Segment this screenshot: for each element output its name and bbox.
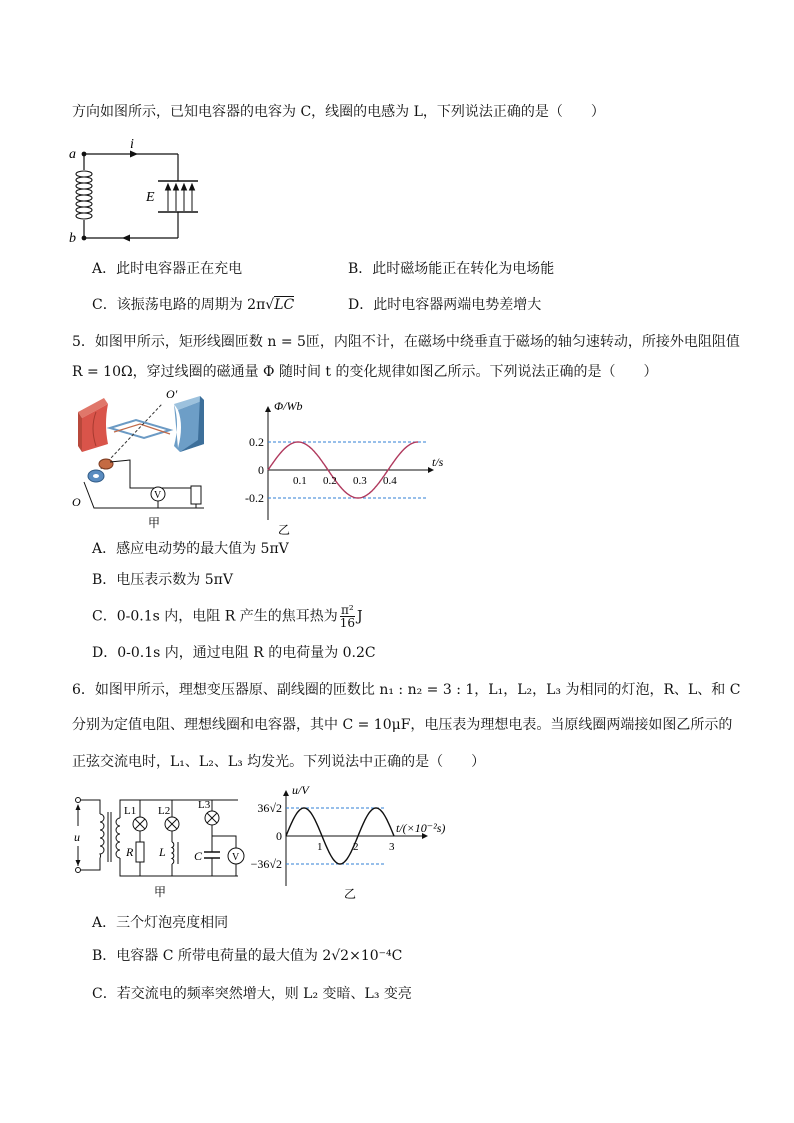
figure-caption-yi: 乙 xyxy=(344,887,357,901)
sqrt-symbol: √ xyxy=(265,297,275,313)
q4-option-a[interactable]: A．此时电容器正在充电 xyxy=(92,261,243,277)
x-tick-label: 3 xyxy=(389,841,395,853)
y-axis-arrow-icon xyxy=(265,406,271,412)
label-O: O xyxy=(72,495,81,509)
label-C: C xyxy=(194,849,203,863)
origin-label: 0 xyxy=(258,463,264,477)
q5-stem-line1: 5．如图甲所示，矩形线圈匝数 n = 5匝，内阻不计，在磁场中绕垂直于磁场的轴匀速转动，所接外电阻阻值 xyxy=(72,334,740,350)
q5-option-c-fraction xyxy=(340,604,355,629)
y-axis-label: u/V xyxy=(292,783,309,797)
label-u: u xyxy=(74,830,80,844)
voltmeter-label: V xyxy=(154,490,162,501)
q6-transformer-circuit-figure xyxy=(70,786,250,906)
x-axis-label: t/(×10⁻²s) xyxy=(396,821,446,835)
x-tick-label: 0.4 xyxy=(383,475,397,487)
figure-caption-jia: 甲 xyxy=(154,885,167,899)
q4-stem: 方向如图所示，已知电容器的电容为 C，线圈的电感为 L，下列说法正确的是（ ） xyxy=(72,104,605,120)
q6-stem-line3: 正弦交流电时，L₁、L₂、L₃ 均发光。下列说法中正确的是（ ） xyxy=(72,754,486,770)
fraction-numerator: π² xyxy=(340,603,354,617)
q4-option-d[interactable]: D．此时电容器两端电势差增大 xyxy=(348,297,542,313)
label-i: i xyxy=(130,137,134,152)
q4-option-c-radicand: LC xyxy=(274,297,295,313)
label-L1: L1 xyxy=(124,805,137,817)
q6-voltage-graph xyxy=(246,783,456,906)
x-tick-label: 2 xyxy=(353,841,359,853)
label-L2: L2 xyxy=(158,805,171,817)
x-tick-label: 0.2 xyxy=(323,475,337,487)
q6-option-c[interactable]: C．若交流电的频率突然增大，则 L₂ 变暗、L₃ 变亮 xyxy=(92,986,412,1002)
figure-caption-yi: 乙 xyxy=(278,523,291,537)
q5-option-d[interactable]: D．0-0.1s 内，通过电阻 R 的电荷量为 0.2C xyxy=(92,645,376,661)
label-E: E xyxy=(146,190,155,205)
y-max-label: 0.2 xyxy=(249,435,264,449)
q5-option-a[interactable]: A．感应电动势的最大值为 5πV xyxy=(92,541,289,557)
fraction-denominator: 16 xyxy=(339,616,355,630)
label-R: R xyxy=(126,845,134,859)
label-L3: L3 xyxy=(198,799,211,811)
q6-option-a[interactable]: A．三个灯泡亮度相同 xyxy=(92,915,229,931)
q4-option-c[interactable] xyxy=(92,295,294,315)
x-tick-label: 0.3 xyxy=(353,475,367,487)
x-axis-label: t/s xyxy=(432,455,444,469)
y-max-label: 36√2 xyxy=(257,801,282,815)
q4-lc-circuit-figure xyxy=(66,138,206,248)
figure-caption-jia: 甲 xyxy=(148,516,161,530)
q5-generator-figure xyxy=(70,387,220,530)
q5-flux-graph xyxy=(238,398,458,538)
q6-stem-line2: 分别为定值电阻、理想线圈和电容器，其中 C = 10μF，电压表为理想电表。当原线圈两端接如图乙所示的 xyxy=(72,717,733,733)
q4-option-b[interactable]: B．此时磁场能正在转化为电场能 xyxy=(348,261,555,277)
q5-stem-line2: R = 10Ω，穿过线圈的磁通量 Φ 随时间 t 的变化规律如图乙所示。下列说法正确的是（ ） xyxy=(72,364,658,380)
label-b: b xyxy=(69,231,76,246)
y-min-label: −36√2 xyxy=(250,857,282,871)
q6-stem-line1: 6．如图甲所示，理想变压器原、副线圈的匝数比 n₁ : n₂ = 3 : 1，L₁，L₂，L₃ 为相同的灯泡，R、L、和 C xyxy=(72,682,741,698)
origin-label: 0 xyxy=(276,829,282,843)
q5-option-c-text: C．0-0.1s 内，电阻 R 产生的焦耳热为 xyxy=(92,608,338,625)
q5-option-c[interactable] xyxy=(92,604,363,629)
label-a: a xyxy=(69,147,76,162)
y-axis-label: Φ/Wb xyxy=(274,399,303,413)
y-axis-arrow-icon xyxy=(283,790,289,796)
label-O-prime: O′ xyxy=(166,387,178,401)
direction-arrow-icon xyxy=(122,235,130,242)
x-tick-label: 0.1 xyxy=(293,475,307,487)
y-min-label: -0.2 xyxy=(245,491,264,505)
label-L: L xyxy=(159,845,166,859)
voltmeter-label: V xyxy=(232,852,240,863)
q4-option-c-text: C．该振荡电路的周期为 2π xyxy=(92,297,266,313)
q6-option-b[interactable]: B．电容器 C 所带电荷量的最大值为 2√2×10⁻⁴C xyxy=(92,948,403,964)
q5-option-b[interactable]: B．电压表示数为 5πV xyxy=(92,572,233,588)
q5-option-c-unit: J xyxy=(356,608,363,625)
x-tick-label: 1 xyxy=(317,841,323,853)
